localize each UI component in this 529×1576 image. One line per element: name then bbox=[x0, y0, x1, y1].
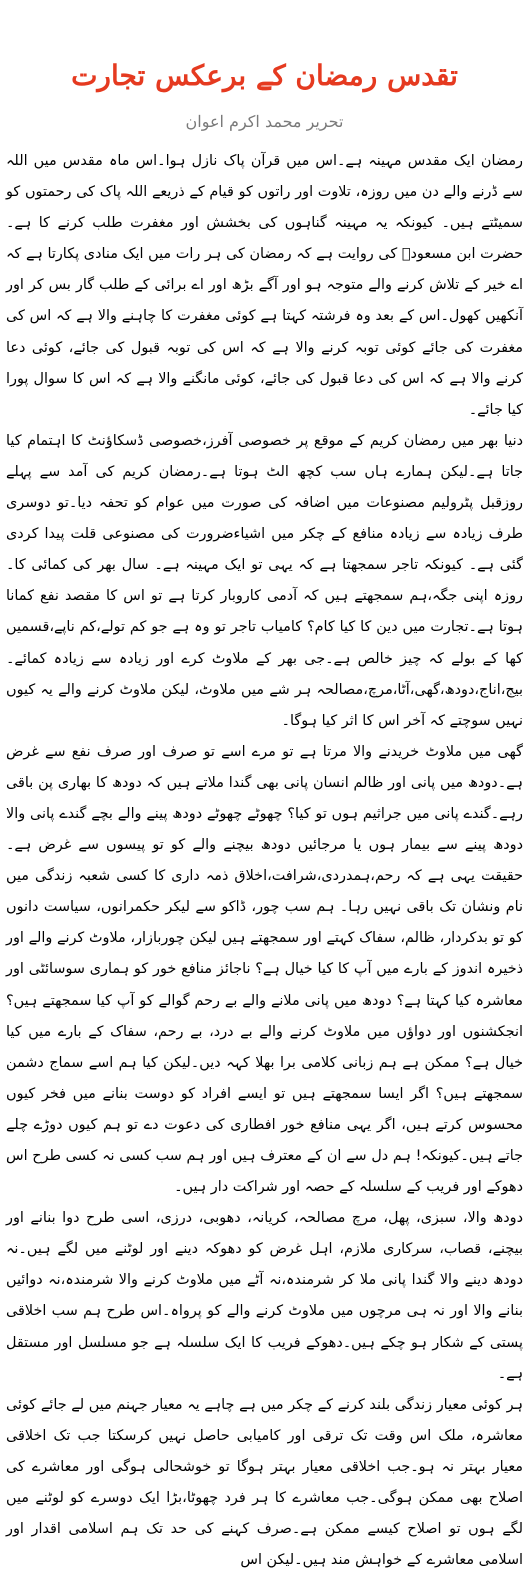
article-paragraph-5: ہر کوئی معیار زندگی بلند کرنے کے چکر میں ہے چاہے یہ معیار جہنم میں لے جائے کوئی معاشرہ، ملک اس وقت تک ترقی اور کامیابی حاصل نہیں کرسکتا جب تک اخلاقی معیار بہتر نہ ہو۔جب اخلاقی معیار بہتر ہوگا تو خوشحالی ہوگی اور معاشرے کی اصلاح بھی ممکن ہوگی۔جب معاشرے کا ہر فرد چھوٹا،بڑا ایک دوسرے کو لوٹنے میں لگے ہوں تو اصلاح کیسے ممکن ہے۔صرف کہنے کی حد تک ہم اسلامی اقدار اور اسلامی معاشرے کے خواہش مند ہیں۔لیکن اس bbox=[6, 1396, 523, 1569]
article-paragraph-3: گھی میں ملاوٹ خریدنے والا مرتا ہے تو مرے اسے تو صرف اور صرف نفع سے غرض ہے۔دودھ میں پانی اور ظالم انسان پانی بھی گندا ملاتے ہیں کہ دودھ کا بھاری پن باقی رہے۔گندے پانی میں جراثیم ہوں تو کیا؟ چھوٹے چھوٹے دودھ پینے والے بچے گندے پانی والا دودھ پینے سے بیمار ہوں یا مرجائیں دودھ بیچنے والے کو تو پیسوں سے غرض ہے۔حقیقت یہی ہے کہ رحم،ہمدردی،شرافت،اخلاق ذمہ داری کا کسی شعبہ زندگی میں نام ونشان تک باقی نہیں رہا۔ ہم سب چور، ڈاکو سے لیکر حکمرانوں، سیاست دانوں کو تو بدکردار، ظالم، سفاک کہتے اور سمجھتے ہیں لیکن چوربازار، ملاوٹ کرنے والے اور ذخیرہ اندوز کے بارے میں آپ کا کیا خیال ہے؟ ناجائز منافع خور کو ہماری سوسائٹی اور معاشرہ کیا کہتا ہے؟ دودھ میں پانی ملانے والے بے رحم گوالے کو آپ کیا سمجھتے ہیں؟ انجکشنوں اور دواؤں میں ملاوٹ کرنے والے بے درد، بے رحم، سفاک کے بارے میں کیا خیال ہے؟ ممکن ہے ہم زبانی کلامی برا بھلا کہہ دیں۔لیکن کیا ہم اسے سماج دشمن سمجھتے ہیں؟ اگر ایسا سمجھتے ہیں تو ایسے افراد کو دوست بنانے میں فخر کیوں محسوس کرتے ہیں، اگر یہی منافع خور افطاری کی دعوت دے تو ہم کیوں دوڑے چلے جاتے ہیں۔کیونکہ! ہم دل سے ان کے معترف ہیں اور ہم سب کسی نہ کسی طرح اس دھوکے اور فریب کے سلسلہ کے حصہ اور شراکت دار ہیں۔ bbox=[6, 743, 523, 1196]
article-paragraph-2: دنیا بھر میں رمضان کریم کے موقع پر خصوصی آفرز،خصوصی ڈسکاؤنٹ کا اہتمام کیا جاتا ہے۔لیکن ہمارے ہاں سب کچھ الٹ ہوتا ہے۔رمضان کریم کی آمد سے پہلے روزقبل پٹرولیم مصنوعات میں اضافہ کی صورت میں عوام کو تحفہ دیا۔تو دوسری طرف زیادہ سے زیادہ منافع کے چکر میں اشیاءضرورت کی مصنوعی قلت پیدا کردی گئی ہے۔ کیونکہ تاجر سمجھتا ہے کہ یہی تو ایک مہینہ ہے۔ سال بھر کی کمائی کا۔روزہ اپنی جگہ،ہم سمجھتے ہیں کہ آدمی کاروبار کرتا ہے تو اس کا مقصد نفع کمانا ہوتا ہے۔تجارت میں دین کا کیا کام؟ کامیاب تاجر تو وہ ہے جو کم تولے،کم ناپے،قسمیں کھا کے بولے کہ چیز خالص ہے۔جی بھر کے ملاوٹ کرے اور زیادہ سے زیادہ کمائے۔بیج،اناج،دودھ،گھی،آٹا،مرچ،مصالحہ ہر شے میں ملاوٹ، لیکن ملاوٹ کرنے والے یہ کیوں نہیں سوچتے کہ آخر اس کا اثر کیا ہوگا۔ bbox=[6, 432, 523, 729]
article-paragraph-1: رمضان ایک مقدس مہینہ ہے۔اس میں قرآن پاک نازل ہوا۔اس ماہ مقدس میں اللہ سے ڈرنے والے دن میں روزہ، تلاوت اور راتوں کو قیام کے ذریعے اللہ پاک کی رحمتوں کو سمیٹتے ہیں۔ کیونکہ یہ مہینہ گناہوں کی بخشش اور مغفرت طلب کرنے کا ہے۔حضرت ابن مسعودؓ کی روایت ہے کہ رمضان کی ہر رات میں ایک منادی پکارتا ہے کہ اے خیر کے تلاش کرنے والے متوجہ ہو اور آگے بڑھ اور اے برائی کے طلب گار بس کر اور آنکھیں کھول۔اس کے بعد وہ فرشتہ کہتا ہے کوئی مغفرت کا چاہنے والا ہے کہ اس کی مغفرت کی جائے کوئی توبہ کرنے والا ہے کہ اس کی توبہ قبول کی جائے، کوئی دعا کرنے والا ہے کہ اس کی دعا قبول کی جائے، کوئی مانگنے والا ہے کہ اس کا سوال پورا کیا جائے۔ bbox=[6, 153, 523, 418]
article-paragraph-4: دودھ والا، سبزی، پھل، مرچ مصالحہ، کریانہ، دھوبی، درزی، اسی طرح دوا بنانے اور بیچنے، قصاب، سرکاری ملازم، اہل غرض کو دھوکہ دینے اور لوٹنے میں لگے ہیں۔نہ دودھ دینے والا گندا پانی ملا کر شرمندہ،نہ آٹے میں ملاوٹ کرنے والا شرمندہ،نہ دوائیں بنانے والا اور نہ ہی مرچوں میں ملاوٹ کرنے والے کو پرواہ۔اس طرح ہم سب اخلاقی پستی کے شکار ہو چکے ہیں۔دھوکے فریب کا ایک سلسلہ ہے جو مسلسل اور مستقل ہے۔ bbox=[6, 1210, 523, 1382]
article-title: تقدس رمضان کے برعکس تجارت bbox=[71, 59, 458, 92]
article-body bbox=[6, 146, 523, 1576]
article bbox=[6, 0, 523, 1569]
article-byline: تحریر محمد اکرم اعوان bbox=[185, 112, 344, 131]
